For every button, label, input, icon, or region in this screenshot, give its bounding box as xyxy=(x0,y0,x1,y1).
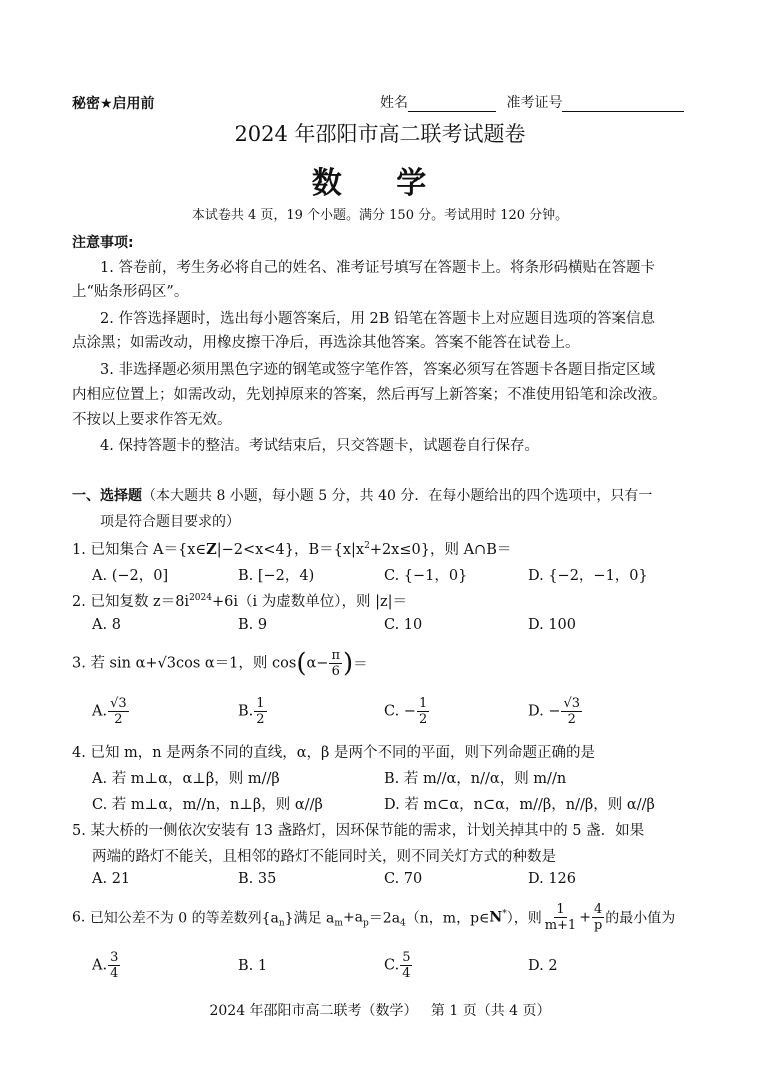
fraction-numerator: 5 xyxy=(402,950,411,965)
fraction-denominator: 2 xyxy=(114,712,123,727)
option-c xyxy=(384,950,413,981)
question-number: 3. xyxy=(72,655,86,672)
fraction-numerator: 4 xyxy=(593,902,603,917)
question-2-stem xyxy=(72,590,407,611)
exam-summary: 本试卷共 4 页，19 个小题。满分 150 分。考试用时 120 分钟。 xyxy=(191,208,569,223)
stem-text: +2x≤0}，则 A∩B＝ xyxy=(369,542,512,558)
fraction xyxy=(329,648,342,679)
option-d: D. 126 xyxy=(528,871,577,887)
fraction-denominator: 2 xyxy=(418,712,428,727)
superscript: 2 xyxy=(364,541,370,552)
option-c xyxy=(384,696,430,727)
option-a: A. 若 m⊥α，α⊥β，则 m//β xyxy=(92,771,280,787)
option-d: D. 100 xyxy=(528,617,577,633)
section-heading xyxy=(72,485,652,505)
subscript: p xyxy=(363,918,369,929)
fraction-numerator: π xyxy=(331,648,340,663)
option-b: B. 35 xyxy=(238,871,277,887)
stem-text: +6i（i 为虚数单位），则 |z|＝ xyxy=(211,594,408,610)
fraction-denominator: 4 xyxy=(110,966,119,981)
question-number: 4. xyxy=(72,745,86,761)
stem-text: }满足 a xyxy=(284,910,335,927)
option-a xyxy=(92,950,121,981)
superscript: * xyxy=(502,908,507,919)
subject-title: 数 学 xyxy=(311,166,449,201)
option-b: B. [−2，4) xyxy=(238,568,315,584)
fraction xyxy=(108,950,120,981)
option-c: C. 70 xyxy=(384,871,423,887)
notice-line: 4. 保持答题卡的整洁。考试结束后，只交答题卡，试题卷自行保存。 xyxy=(100,438,539,454)
stem-text: ＝ xyxy=(353,657,368,673)
name-blank xyxy=(408,97,496,112)
question-6-stem xyxy=(72,902,675,933)
stem-text: 的最小值为 xyxy=(605,910,676,927)
option-label: C. − xyxy=(384,703,416,720)
right-paren: ) xyxy=(342,648,354,679)
stem-text: +a xyxy=(342,909,364,926)
fraction-numerator: 1 xyxy=(556,902,565,917)
notice-line: 1. 答卷前，考生务必将自己的姓名、准考证号填写在答题卡上。将条形码横贴在答题卡 xyxy=(100,260,655,276)
subscript: m xyxy=(334,918,343,929)
id-label: 准考证号 xyxy=(506,95,563,111)
question-4-stem xyxy=(72,741,595,762)
superscript: 2024 xyxy=(189,593,212,604)
notice-line: 内相应位置上；如需改动，先划掉原来的答案，然后再写上新答案；不准使用铅笔和涂改液。 xyxy=(72,387,667,403)
secret-label: 秘密★启用前 xyxy=(72,96,155,112)
option-label: C. xyxy=(384,957,400,974)
name-field xyxy=(380,92,684,112)
option-c: C. 若 m⊥α，m//n，n⊥β，则 α//β xyxy=(92,797,323,813)
stem-text: 已知复数 z＝8i xyxy=(90,594,190,610)
option-b: B. 9 xyxy=(238,617,268,633)
stem-text: 若 sin α+√3cos α＝1，则 cos xyxy=(90,655,297,672)
notice-line: 3. 非选择题必须用黑色字迹的钢笔或签字笔作答，答案必须写在答题卡各题目指定区域 xyxy=(100,362,655,378)
stem-text: 已知公差不为 0 的等差数列{a xyxy=(89,910,279,927)
question-number: 6. xyxy=(72,909,86,926)
fraction xyxy=(400,950,412,981)
fraction-denominator: p xyxy=(593,918,603,933)
fraction xyxy=(561,696,582,727)
fraction-numerator: 1 xyxy=(418,696,428,711)
option-a: A. 21 xyxy=(92,871,131,887)
question-number: 5. xyxy=(72,823,86,839)
notice-line: 点涂黑；如需改动，用橡皮擦干净后，再选涂其他答案。答案不能答在试卷上。 xyxy=(72,335,580,351)
set-n: N xyxy=(489,909,503,926)
fraction xyxy=(592,902,604,933)
fraction-numerator: √3 xyxy=(563,696,581,711)
section-desc-2: 项是符合题目要求的） xyxy=(100,514,240,530)
fraction-numerator: 3 xyxy=(110,950,119,965)
fraction-denominator: 2 xyxy=(256,712,265,727)
fraction-numerator: √3 xyxy=(110,696,127,711)
fraction-numerator: 1 xyxy=(256,696,265,711)
question-5-stem xyxy=(72,819,644,840)
subscript: 4 xyxy=(400,918,406,929)
stem-text: 已知集合 A＝{x∈ xyxy=(90,542,207,558)
id-blank xyxy=(562,97,684,112)
notice-heading: 注意事项: xyxy=(72,235,134,251)
stem-text: ＝2a xyxy=(368,910,401,927)
question-3-stem xyxy=(72,648,368,679)
fraction xyxy=(254,696,266,727)
question-number: 2. xyxy=(72,594,86,610)
option-d: D. 2 xyxy=(528,958,558,974)
fraction xyxy=(543,902,579,933)
stem-text: |−2<x<4}，B＝{x|x xyxy=(216,542,365,558)
section-desc: （本大题共 8 小题，每小题 5 分，共 40 分．在每小题给出的四个选项中，只有一 xyxy=(142,488,653,504)
notice-line: 2. 作答选择题时，选出每小题答案后，用 2B 铅笔在答题卡上对应题目选项的答案信息 xyxy=(100,311,656,327)
stem-text: ），则 xyxy=(506,910,542,927)
name-label: 姓名 xyxy=(380,95,408,111)
stem-text: 已知 m，n 是两条不同的直线，α，β 是两个不同的平面，则下列命题正确的是 xyxy=(90,745,596,761)
option-c: C. {−1，0} xyxy=(384,568,468,584)
fraction-denominator: 2 xyxy=(567,712,576,727)
section-title: 一、选择题 xyxy=(72,488,142,504)
notice-line: 上“贴条形码区”。 xyxy=(72,284,189,300)
fraction-denominator: 4 xyxy=(402,966,411,981)
question-1-stem xyxy=(72,538,511,559)
option-a: A. (−2，0] xyxy=(92,568,169,584)
question-number: 1. xyxy=(72,542,86,558)
fraction-denominator: m+1 xyxy=(544,918,577,933)
option-a: A. 8 xyxy=(92,617,121,633)
option-b: B. 若 m//α，n//α，则 m//n xyxy=(384,771,567,787)
exam-title: 2024 年邵阳市高二联考试题卷 xyxy=(234,122,526,146)
option-d: D. 若 m⊂α，n⊂α，m//β，n//β，则 α//β xyxy=(384,797,655,813)
option-b xyxy=(238,696,268,727)
option-label: D. − xyxy=(528,703,561,720)
fraction xyxy=(417,696,429,727)
subscript: n xyxy=(278,918,285,929)
option-label: B. xyxy=(238,703,254,720)
option-label: A. xyxy=(92,703,108,720)
question-5-stem-2: 两端的路灯不能关，且相邻的路灯不能同时关，则不同关灯方式的种数是 xyxy=(92,849,556,865)
option-d: D. {−2，−1，0} xyxy=(528,568,648,584)
option-a xyxy=(92,696,130,727)
notice-line: 不按以上要求作答无效。 xyxy=(72,412,232,428)
option-b: B. 1 xyxy=(238,958,268,974)
fraction xyxy=(108,696,129,727)
stem-text: （n，m，p∈ xyxy=(405,910,490,927)
stem-text: + xyxy=(579,909,591,926)
left-paren: ( xyxy=(296,648,307,679)
option-c: C. 10 xyxy=(384,617,423,633)
option-d xyxy=(528,696,583,727)
fraction-denominator: 6 xyxy=(331,664,340,679)
stem-text: α− xyxy=(306,655,329,672)
stem-text: 某大桥的一侧依次安装有 13 盏路灯，因环保节能的需求，计划关掉其中的 5 盏．如果 xyxy=(90,823,645,839)
page-footer: 2024 年邵阳市高二联考（数学） 第 1 页（共 4 页） xyxy=(209,1003,551,1019)
set-z: Z xyxy=(206,541,217,558)
option-label: A. xyxy=(92,957,108,974)
